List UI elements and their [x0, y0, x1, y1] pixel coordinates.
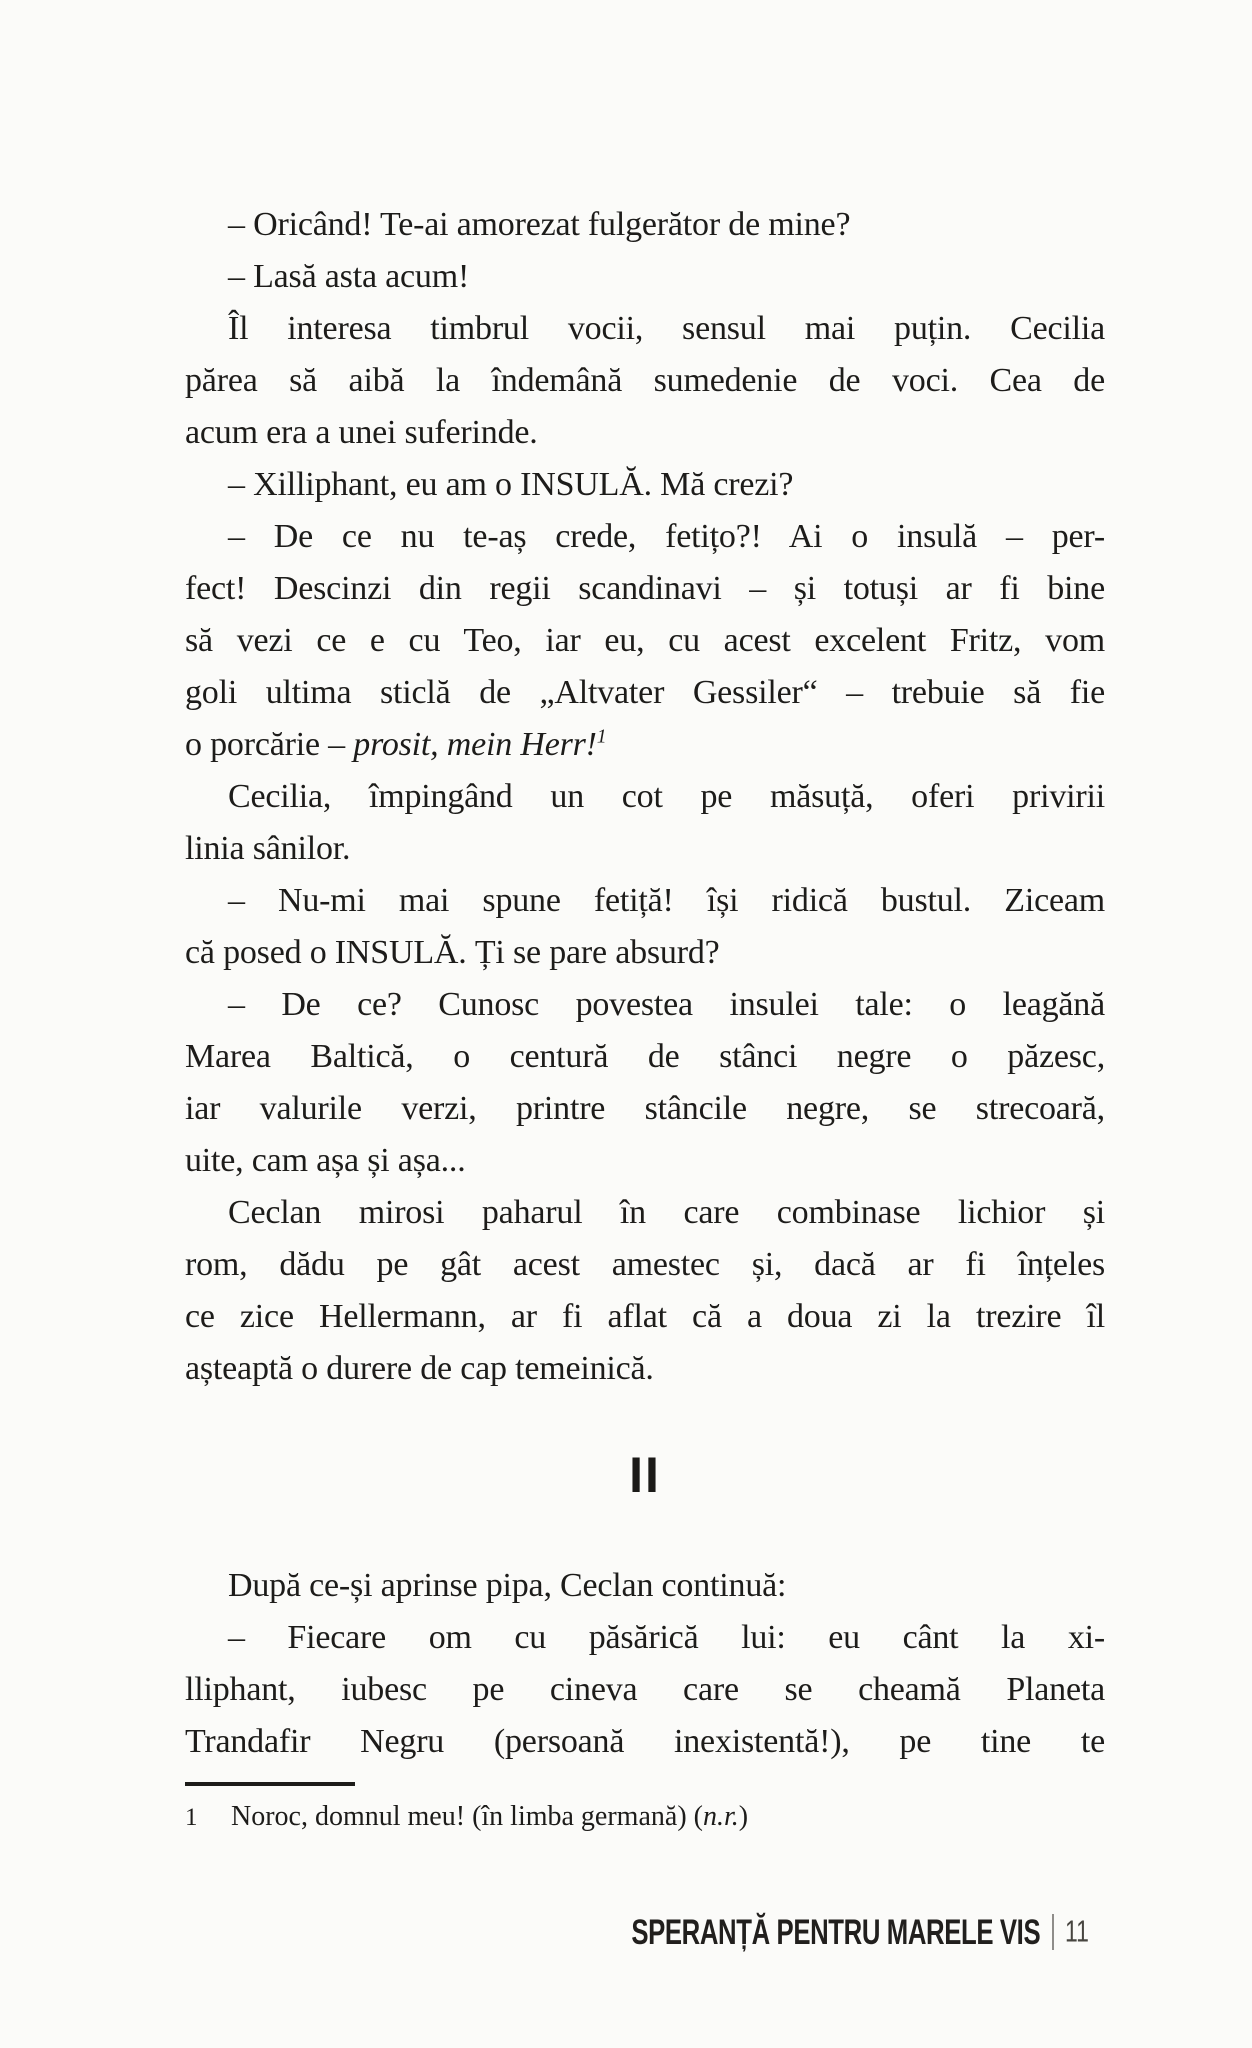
text-line	[185, 1716, 1105, 1768]
text-line	[185, 1612, 1105, 1664]
text-line	[185, 1560, 1105, 1612]
text-segment: Îl interesa timbrul vocii, sensul mai puțin. Cecilia	[228, 310, 1105, 347]
text-segment: fect! Descinzi din regii scandinavi – și totuși ar fi bine	[185, 570, 1105, 607]
chapter-heading: II	[629, 1447, 661, 1503]
text-line	[185, 199, 1105, 251]
paragraph	[185, 1612, 1105, 1768]
text-segment: – Fiecare om cu păsărică lui: eu cânt la xi-	[228, 1619, 1105, 1656]
text-line	[185, 667, 1105, 719]
text-segment: )	[738, 1801, 749, 1832]
text-line	[185, 1187, 1105, 1239]
text-line	[185, 771, 1105, 823]
page-number: 11	[1064, 1914, 1089, 1949]
text-line	[185, 719, 1105, 771]
vertical-bar-icon	[1052, 1914, 1054, 1950]
body-paragraphs	[185, 199, 1105, 1395]
footnote-text	[231, 1801, 748, 1832]
text-line	[185, 979, 1105, 1031]
paragraph	[185, 199, 1105, 251]
paragraph	[185, 511, 1105, 771]
paragraph	[185, 1187, 1105, 1395]
text-segment: goli ultima sticlă de „Altvater Gessiler“ – trebuie să fie	[185, 674, 1105, 711]
text-segment: n.r.	[702, 1801, 739, 1832]
paragraph	[185, 771, 1105, 875]
text-segment: o porcărie –	[185, 726, 354, 763]
text-line	[185, 1031, 1105, 1083]
text-line	[185, 459, 1105, 511]
text-line	[185, 355, 1105, 407]
text-segment: uite, cam așa și așa...	[185, 1142, 466, 1179]
text-line	[185, 927, 1105, 979]
text-line	[185, 511, 1105, 563]
text-segment: Trandafir Negru (persoană inexistentă!), pe tine te	[185, 1723, 1105, 1760]
text-segment: – Nu-mi mai spune fetiță! își ridică bustul. Ziceam	[228, 882, 1105, 919]
text-segment: – De ce? Cunosc povestea insulei tale: o leagănă	[228, 986, 1105, 1023]
paragraph	[185, 1560, 1105, 1612]
paragraph	[185, 303, 1105, 459]
text-segment: părea să aibă la îndemână sumedenie de voci. Cea de	[185, 362, 1105, 399]
text-segment: Noroc, domnul meu! (în limba germană) (	[231, 1801, 703, 1832]
text-segment: prosit, mein Herr!	[353, 726, 597, 763]
text-segment: rom, dădu pe gât acest amestec și, dacă ar fi înțeles	[185, 1246, 1105, 1283]
text-segment: – De ce nu te-aș crede, fetițo?! Ai o insulă – per-	[228, 518, 1105, 555]
paragraph	[185, 875, 1105, 979]
footnote-marker: 1	[185, 1804, 198, 1831]
text-segment: – Oricând! Te-ai amorezat fulgerător de mine?	[228, 206, 851, 243]
footnote-reference: 1	[596, 725, 607, 748]
text-segment: acum era a unei suferinde.	[185, 414, 538, 451]
footnote	[185, 1798, 1105, 1837]
text-segment: – Xilliphant, eu am o INSULĂ. Mă crezi?	[228, 466, 794, 503]
text-segment: așteaptă o durere de cap temeinică.	[185, 1350, 654, 1387]
text-line	[185, 563, 1105, 615]
text-segment: – Lasă asta acum!	[228, 258, 470, 295]
text-line	[185, 875, 1105, 927]
text-segment: Cecilia, împingând un cot pe măsuță, oferi privirii	[228, 778, 1105, 815]
running-book-title: SPERANȚĂ PENTRU MARELE VIS	[631, 1911, 1040, 1952]
text-line	[185, 1083, 1105, 1135]
paragraph	[185, 979, 1105, 1187]
text-segment: să vezi ce e cu Teo, iar eu, cu acest excelent Fritz, vom	[185, 622, 1105, 659]
paragraph	[185, 251, 1105, 303]
body-paragraphs-after-heading	[185, 1560, 1105, 1768]
text-segment: că posed o INSULĂ. Ți se pare absurd?	[185, 934, 720, 971]
text-segment: ce zice Hellermann, ar fi aflat că a doua zi la trezire îl	[185, 1298, 1105, 1335]
text-line	[185, 407, 1105, 459]
text-line	[185, 1291, 1105, 1343]
text-line	[185, 615, 1105, 667]
text-segment: linia sânilor.	[185, 830, 351, 867]
text-line	[185, 251, 1105, 303]
text-line	[185, 303, 1105, 355]
text-segment: lliphant, iubesc pe cineva care se cheamă Planeta	[185, 1671, 1105, 1708]
text-line	[185, 1135, 1105, 1187]
page-footer	[516, 1910, 1094, 1954]
text-segment: Ceclan mirosi paharul în care combinase lichior și	[228, 1194, 1105, 1231]
text-line	[185, 823, 1105, 875]
text-segment: După ce-și aprinse pipa, Ceclan continuă:	[228, 1567, 787, 1604]
text-line	[185, 1239, 1105, 1291]
text-line	[185, 1664, 1105, 1716]
text-line	[185, 1343, 1105, 1395]
body-text-column	[185, 199, 1105, 1837]
paragraph	[185, 459, 1105, 511]
text-segment: iar valurile verzi, printre stâncile negre, se strecoară,	[185, 1090, 1105, 1127]
footnote-divider	[185, 1782, 355, 1786]
text-segment: Marea Baltică, o centură de stânci negre o păzesc,	[185, 1038, 1105, 1075]
